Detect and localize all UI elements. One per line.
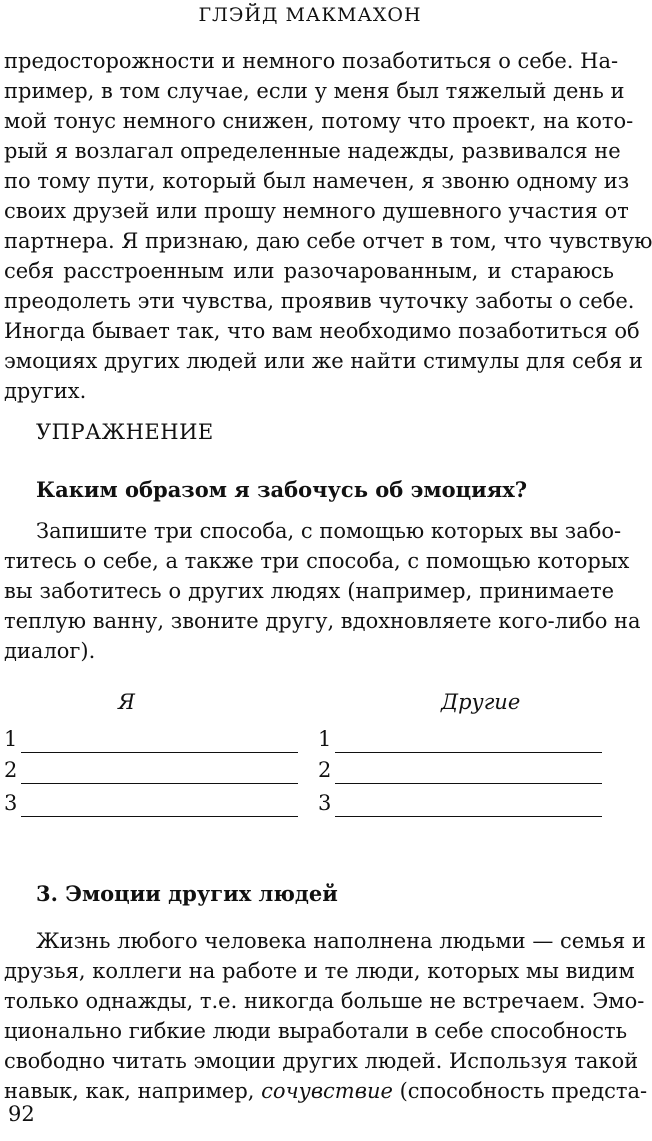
text-line: себя расстроенным или разочарованным, и стараюсь	[4, 259, 614, 283]
row-number: 1	[318, 727, 332, 751]
blank-line	[335, 752, 602, 753]
blank-line	[335, 816, 602, 817]
text-line: преодолеть эти чувства, проявив чуточку заботы о себе.	[4, 289, 635, 313]
text-line: других.	[4, 379, 87, 403]
blank-line	[21, 783, 298, 784]
running-head: ГЛЭЙД МАКМАХОН	[198, 4, 422, 26]
blank-line	[335, 783, 602, 784]
text-line: Запишите три способа, с помощью которых вы забо-	[36, 519, 622, 543]
blank-line	[21, 752, 298, 753]
text-line: по тому пути, который был намечен, я звоню одному из	[4, 169, 630, 193]
page-number: 92	[8, 1102, 35, 1126]
text-line: вы заботитесь о других людях (например, принимаете	[4, 579, 614, 603]
column-heading-self: Я	[118, 690, 135, 714]
text-line	[4, 1076, 648, 1106]
emphasis-term: сочувствие	[261, 1079, 393, 1103]
fill-in-row	[4, 791, 300, 821]
row-number: 1	[4, 727, 18, 751]
text-line: Жизнь любого человека наполнена людьми — семья и	[36, 929, 646, 953]
blank-line	[21, 816, 298, 817]
text-line: пример, в том случае, если у меня был тяжелый день и	[4, 79, 625, 103]
text-line: своих друзей или прошу немного душевного участия от	[4, 199, 629, 223]
text-line: только однажды, т.е. никогда больше не встречаем. Эмо-	[4, 989, 645, 1013]
row-number: 2	[318, 758, 332, 782]
fill-in-row	[4, 758, 300, 788]
text-line: свободно читать эмоции других людей. Используя такой	[4, 1049, 639, 1073]
column-heading-others: Другие	[441, 690, 521, 714]
text-line: рый я возлагал определенные надежды, развивался не	[4, 139, 621, 163]
section-heading: 3. Эмоции других людей	[36, 881, 338, 906]
text-line: партнера. Я признаю, даю себе отчет в том, что чувствую	[4, 229, 652, 253]
text-segment: (способность предста-	[392, 1079, 648, 1103]
text-line: мой тонус немного снижен, потому что проект, на кото-	[4, 109, 634, 133]
fill-in-row	[318, 758, 608, 788]
fill-in-row	[318, 727, 608, 757]
text-line: теплую ванну, звоните другу, вдохновляете кого-либо на	[4, 609, 641, 633]
fill-in-row	[318, 791, 608, 821]
text-line: диалог).	[4, 639, 96, 663]
text-line: титесь о себе, а также три способа, с помощью которых	[4, 549, 630, 573]
text-line: ционально гибкие люди выработали в себе способность	[4, 1019, 628, 1043]
exercise-title: Каким образом я забочусь об эмоциях?	[36, 477, 528, 502]
fill-in-row	[4, 727, 300, 757]
text-line: эмоциях других людей или же найти стимулы для себя и	[4, 349, 643, 373]
text-line: Иногда бывает так, что вам необходимо позаботиться об	[4, 319, 640, 343]
row-number: 2	[4, 758, 18, 782]
row-number: 3	[4, 791, 18, 815]
text-segment: навык, как, например,	[4, 1079, 262, 1103]
text-line: предосторожности и немного позаботиться о себе. На-	[4, 49, 619, 73]
text-line: друзья, коллеги на работе и те люди, которых мы видим	[4, 959, 635, 983]
exercise-label: УПРАЖНЕНИЕ	[36, 420, 214, 444]
row-number: 3	[318, 791, 332, 815]
